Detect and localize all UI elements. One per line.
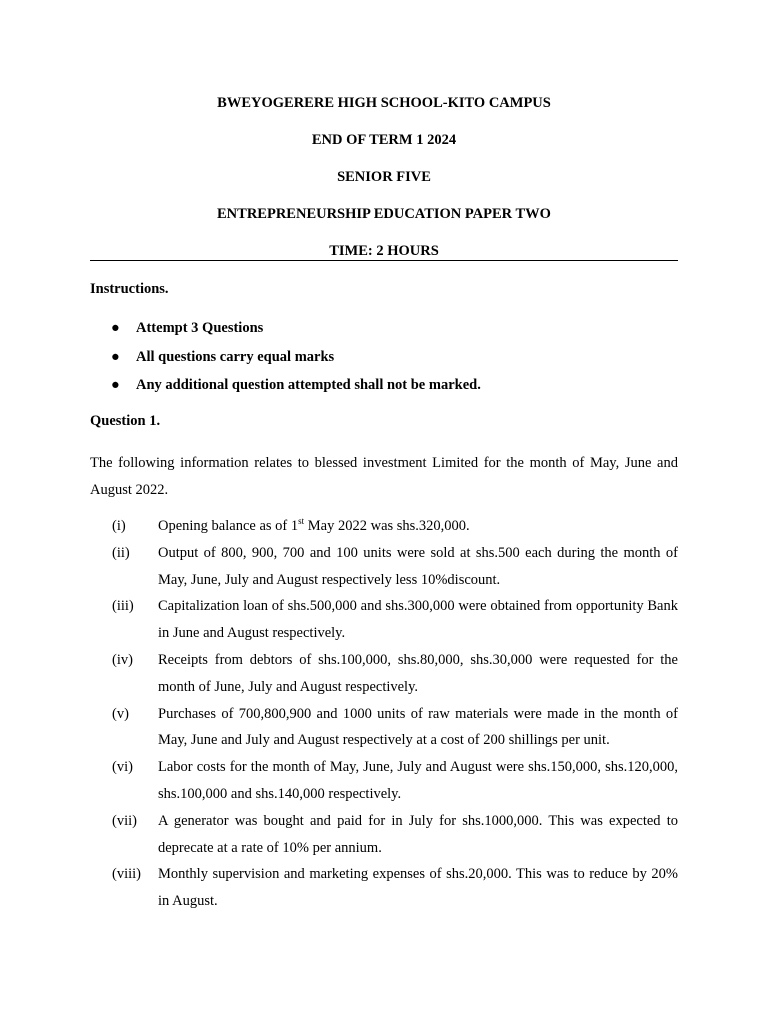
instructions-title: Instructions. <box>90 281 169 297</box>
school-name: BWEYOGERERE HIGH SCHOOL-KITO CAMPUS <box>217 95 551 111</box>
item-text: Output of 800, 900, 700 and 100 units were sold at shs.500 each during the month of May, June, July and August respectively less 10%discount. <box>158 544 678 588</box>
bullet-icon: ● <box>111 320 120 336</box>
question-1-items <box>90 513 678 915</box>
instruction-item <box>90 376 481 405</box>
question-item <box>90 647 678 701</box>
item-text: Receipts from debtors of shs.100,000, shs.80,000, shs.30,000 were requested for the month of June, July and August respectively. <box>158 651 678 695</box>
question-item <box>90 861 678 915</box>
question-item <box>90 513 678 540</box>
item-number: (vii) <box>112 812 137 829</box>
question-item <box>90 701 678 755</box>
instruction-text: All questions carry equal marks <box>136 348 335 365</box>
item-number: (vi) <box>112 759 133 776</box>
item-number: (iii) <box>112 598 134 615</box>
instruction-text: Attempt 3 Questions <box>136 320 264 336</box>
question-item <box>90 540 678 594</box>
question-item <box>90 808 678 862</box>
time-allowed: TIME: 2 HOURS <box>329 243 439 259</box>
question-item <box>90 754 678 808</box>
item-number: (v) <box>112 705 129 722</box>
item-number: (i) <box>112 518 126 534</box>
paper-title: ENTREPRENEURSHIP EDUCATION PAPER TWO <box>217 206 551 222</box>
instructions-list <box>90 319 481 405</box>
item-text-start: Opening balance as of 1 <box>158 518 299 534</box>
item-number: (ii) <box>112 544 130 561</box>
ordinal-suffix: st <box>298 516 305 527</box>
item-text: A generator was bought and paid for in July for shs.1000,000. This was expected to deprecate at a rate of 10% per annium. <box>158 812 678 856</box>
question-item <box>90 593 678 647</box>
header-divider <box>90 260 678 261</box>
item-text: Purchases of 700,800,900 and 1000 units of raw materials were made in the month of May, June and July and August respectively at a cost of 200 shillings per unit. <box>158 705 678 749</box>
item-number: (iv) <box>112 651 133 668</box>
item-text: Labor costs for the month of May, June, July and August were shs.150,000, shs.120,000, shs.100,000 and shs.140,000 respectively. <box>158 759 678 802</box>
item-text: Monthly supervision and marketing expenses of shs.20,000. This was to reduce by 20% in August. <box>158 866 678 910</box>
bullet-icon: ● <box>111 377 120 393</box>
instruction-item <box>90 348 481 377</box>
item-text <box>158 513 678 540</box>
bullet-icon: ● <box>111 348 120 365</box>
instruction-item <box>90 319 481 348</box>
item-text: Capitalization loan of shs.500,000 and shs.300,000 were obtained from opportunity Bank in June and August respectively. <box>158 598 678 642</box>
term-title: END OF TERM 1 2024 <box>311 132 457 148</box>
question-1-intro: The following information relates to blessed investment Limited for the month of May, June and August 2022. <box>90 455 678 498</box>
instruction-text: Any additional question attempted shall not be marked. <box>136 377 481 393</box>
item-number: (viii) <box>112 866 141 883</box>
question-1-title: Question 1. <box>90 413 161 429</box>
class-title: SENIOR FIVE <box>337 169 431 185</box>
item-text-end: May 2022 was shs.320,000. <box>304 518 470 534</box>
